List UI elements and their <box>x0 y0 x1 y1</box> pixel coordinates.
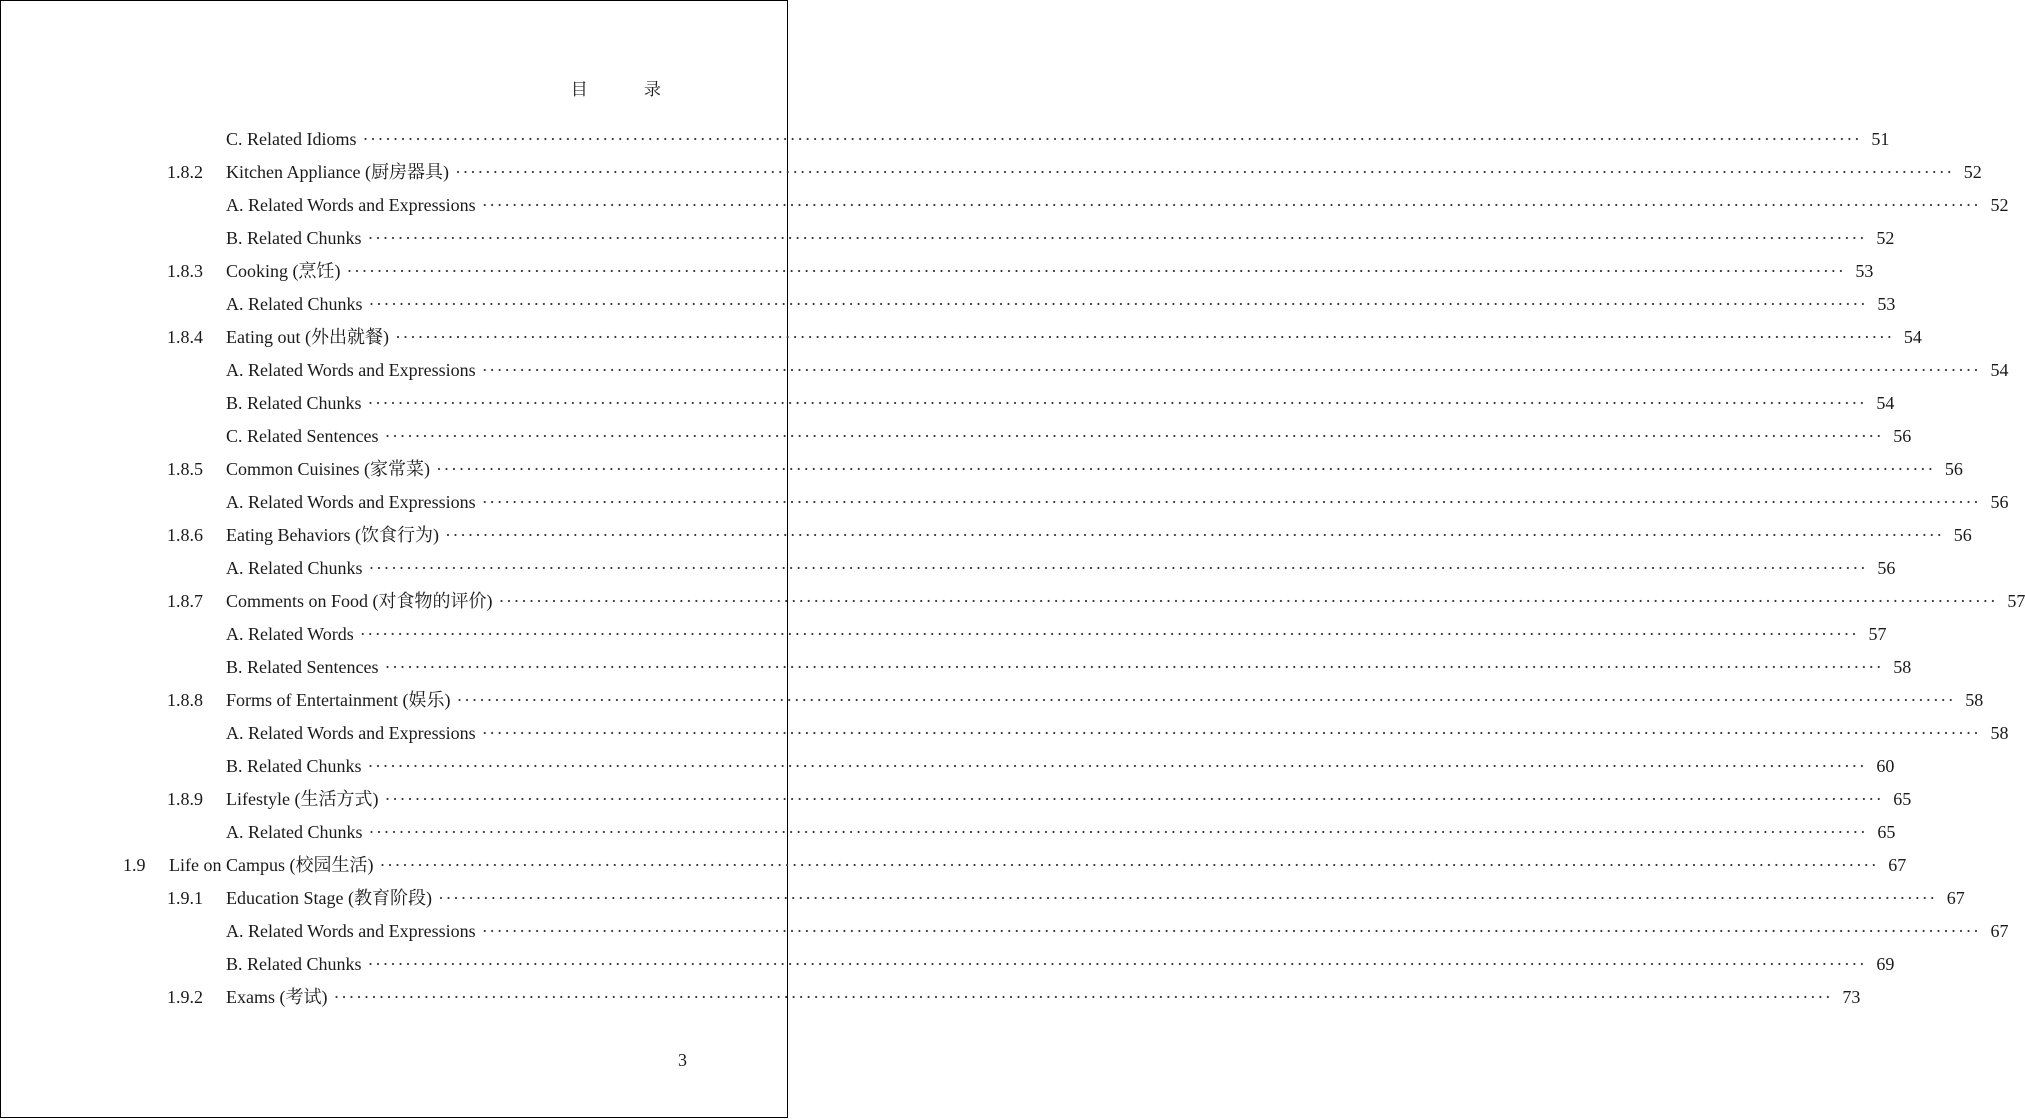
entry-title: A. Related Words and Expressions <box>226 360 476 380</box>
dot-leader: ········································································································································································································ <box>368 822 1868 842</box>
entry-page-number: 57 <box>1868 624 1887 644</box>
dot-leader: ········································································································································································································ <box>368 294 1868 314</box>
toc-entry-line <box>226 354 2009 387</box>
dot-leader: ········································································································································································································ <box>481 360 1981 380</box>
entry-page-number: 51 <box>1871 129 1890 149</box>
dot-leader: ········································································································································································································ <box>436 459 1935 479</box>
toc-entry[interactable] <box>1 816 1896 849</box>
toc-entry[interactable] <box>1 948 1895 981</box>
toc-entry-line <box>226 684 1984 717</box>
entry-page-number: 54 <box>1903 327 1922 347</box>
toc-entry-line <box>226 156 1982 189</box>
toc-entry-line <box>226 222 1895 255</box>
toc-entry[interactable] <box>1 288 1896 321</box>
entry-page-number: 53 <box>1855 261 1874 281</box>
entry-page-number: 69 <box>1876 954 1895 974</box>
toc-entry[interactable] <box>1 981 1861 1014</box>
entry-page-number: 57 <box>2007 591 2025 611</box>
entry-title: B. Related Chunks <box>226 393 362 413</box>
section-number: 1.8.2 <box>167 162 203 182</box>
entry-title: A. Related Chunks <box>226 822 363 842</box>
section-number: 1.8.7 <box>167 591 203 611</box>
entry-title: Cooking (烹饪) <box>226 261 341 281</box>
entry-page-number: 58 <box>1893 657 1912 677</box>
toc-entry[interactable] <box>1 552 1896 585</box>
section-number: 1.9 <box>123 855 146 875</box>
toc-entry-line <box>226 552 1896 585</box>
dot-leader: ········································································································································································································ <box>379 855 1879 875</box>
entry-page-number: 67 <box>1990 921 2009 941</box>
entry-title: Exams (考试) <box>226 987 328 1007</box>
toc-entry[interactable] <box>1 453 1963 486</box>
toc-entry-line <box>226 453 1963 486</box>
toc-entry[interactable] <box>1 915 2009 948</box>
entry-page-number: 56 <box>1953 525 1972 545</box>
toc-entry-line <box>226 783 1912 816</box>
toc-entry-line <box>226 948 1895 981</box>
toc-entry-line <box>226 420 1912 453</box>
entry-title: B. Related Chunks <box>226 756 362 776</box>
entry-title: Forms of Entertainment (娱乐) <box>226 690 451 710</box>
entry-title: Eating Behaviors (饮食行为) <box>226 525 439 545</box>
entry-title: A. Related Chunks <box>226 294 363 314</box>
entry-title: A. Related Chunks <box>226 558 363 578</box>
toc-entry-line <box>226 486 2009 519</box>
entry-title: A. Related Words and Expressions <box>226 723 476 743</box>
dot-leader: ········································································································································································································ <box>444 525 1944 545</box>
entry-page-number: 56 <box>1944 459 1963 479</box>
entry-page-number: 65 <box>1893 789 1912 809</box>
entry-title: Comments on Food (对食物的评价) <box>226 591 493 611</box>
section-number: 1.8.6 <box>167 525 203 545</box>
dot-leader: ········································································································································································································ <box>362 129 1862 149</box>
entry-title: Common Cuisines (家常菜) <box>226 459 431 479</box>
dot-leader: ········································································································································································································ <box>454 162 1954 182</box>
toc-entry[interactable] <box>1 321 1922 354</box>
dot-leader: ········································································································································································································ <box>456 690 1956 710</box>
section-number: 1.8.9 <box>167 789 203 809</box>
entry-title: Life on Campus (校园生活) <box>169 855 374 875</box>
dot-leader: ········································································································································································································ <box>384 657 1884 677</box>
entry-page-number: 60 <box>1876 756 1895 776</box>
toc-entry-line <box>226 882 1965 915</box>
toc-entry-line <box>169 849 1907 882</box>
toc-entry-line <box>226 123 1890 156</box>
dot-leader: ········································································································································································································ <box>437 888 1937 908</box>
entry-page-number: 53 <box>1877 294 1896 314</box>
entry-page-number: 58 <box>1965 690 1984 710</box>
entry-title: A. Related Words and Expressions <box>226 195 476 215</box>
page-number: 3 <box>678 1050 687 1070</box>
toc-entry[interactable] <box>1 585 2025 618</box>
entry-page-number: 67 <box>1888 855 1907 875</box>
toc-entry[interactable] <box>1 882 1965 915</box>
toc-entry-line <box>226 618 1887 651</box>
entry-title: Education Stage (教育阶段) <box>226 888 432 908</box>
entry-title: A. Related Words and Expressions <box>226 492 476 512</box>
dot-leader: ········································································································································································································ <box>384 426 1884 446</box>
toc-entry-line <box>226 387 1895 420</box>
entry-page-number: 67 <box>1946 888 1965 908</box>
entry-title: A. Related Words and Expressions <box>226 921 476 941</box>
section-number: 1.8.5 <box>167 459 203 479</box>
entry-page-number: 52 <box>1876 228 1895 248</box>
toc-entry-line <box>226 255 1874 288</box>
toc-entry[interactable] <box>1 519 1972 552</box>
toc-entry-line <box>226 585 2025 618</box>
toc-entry-line <box>226 816 1896 849</box>
entry-page-number: 52 <box>1990 195 2009 215</box>
section-number: 1.8.3 <box>167 261 203 281</box>
toc-entry[interactable] <box>1 387 1895 420</box>
entry-title: B. Related Chunks <box>226 954 362 974</box>
dot-leader: ········································································································································································································ <box>367 393 1867 413</box>
dot-leader: ········································································································································································································ <box>481 492 1981 512</box>
entry-page-number: 52 <box>1963 162 1982 182</box>
dot-leader: ········································································································································································································ <box>481 723 1981 743</box>
dot-leader: ········································································································································································································ <box>346 261 1846 281</box>
section-number: 1.8.8 <box>167 690 203 710</box>
entry-page-number: 56 <box>1877 558 1896 578</box>
entry-page-number: 54 <box>1876 393 1895 413</box>
toc-entry[interactable] <box>1 222 1895 255</box>
toc-entry-line <box>226 915 2009 948</box>
entry-page-number: 54 <box>1990 360 2009 380</box>
entry-title: C. Related Idioms <box>226 129 357 149</box>
toc-entry[interactable] <box>1 123 1890 156</box>
toc-entry[interactable] <box>1 156 1982 189</box>
toc-entry[interactable] <box>1 354 2009 387</box>
toc-entry[interactable] <box>1 783 1912 816</box>
toc-entry[interactable] <box>1 717 2009 750</box>
entry-title: Lifestyle (生活方式) <box>226 789 379 809</box>
running-header: 目 录 <box>570 80 687 99</box>
toc-entry[interactable] <box>1 255 1874 288</box>
section-number: 1.9.2 <box>167 987 203 1007</box>
toc-entry[interactable] <box>1 849 1907 882</box>
toc-entry[interactable] <box>1 651 1912 684</box>
entry-page-number: 58 <box>1990 723 2009 743</box>
dot-leader: ········································································································································································································ <box>368 558 1868 578</box>
entry-page-number: 56 <box>1990 492 2009 512</box>
dot-leader: ········································································································································································································ <box>333 987 1833 1007</box>
dot-leader: ········································································································································································································ <box>367 756 1867 776</box>
entry-title: A. Related Words <box>226 624 354 644</box>
dot-leader: ········································································································································································································ <box>481 195 1981 215</box>
toc-entry-line <box>226 651 1912 684</box>
dot-leader: ········································································································································································································ <box>384 789 1884 809</box>
entry-title: B. Related Chunks <box>226 228 362 248</box>
toc-entry[interactable] <box>1 684 1984 717</box>
toc-entry-line <box>226 519 1972 552</box>
toc-entry-line <box>226 981 1861 1014</box>
entry-page-number: 73 <box>1842 987 1861 1007</box>
toc-entry[interactable] <box>1 750 1895 783</box>
entry-title: Eating out (外出就餐) <box>226 327 389 347</box>
toc-entry-line <box>226 321 1922 354</box>
dot-leader: ········································································································································································································ <box>367 228 1867 248</box>
toc-entry[interactable] <box>1 189 2009 222</box>
entry-page-number: 56 <box>1893 426 1912 446</box>
entry-page-number: 65 <box>1877 822 1896 842</box>
toc-entry[interactable] <box>1 486 2009 519</box>
entry-title: B. Related Sentences <box>226 657 379 677</box>
toc-entry-line <box>226 750 1895 783</box>
entry-title: C. Related Sentences <box>226 426 379 446</box>
dot-leader: ········································································································································································································ <box>498 591 1998 611</box>
toc-entry-line <box>226 189 2009 222</box>
toc-entry[interactable] <box>1 618 1887 651</box>
toc-entry[interactable] <box>1 420 1912 453</box>
toc-entry-line <box>226 288 1896 321</box>
dot-leader: ········································································································································································································ <box>359 624 1859 644</box>
dot-leader: ········································································································································································································ <box>481 921 1981 941</box>
dot-leader: ········································································································································································································ <box>394 327 1894 347</box>
entry-title: Kitchen Appliance (厨房器具) <box>226 162 449 182</box>
section-number: 1.8.4 <box>167 327 203 347</box>
dot-leader: ········································································································································································································ <box>367 954 1867 974</box>
section-number: 1.9.1 <box>167 888 203 908</box>
toc-entry-line <box>226 717 2009 750</box>
table-of-contents <box>1 123 2025 1014</box>
